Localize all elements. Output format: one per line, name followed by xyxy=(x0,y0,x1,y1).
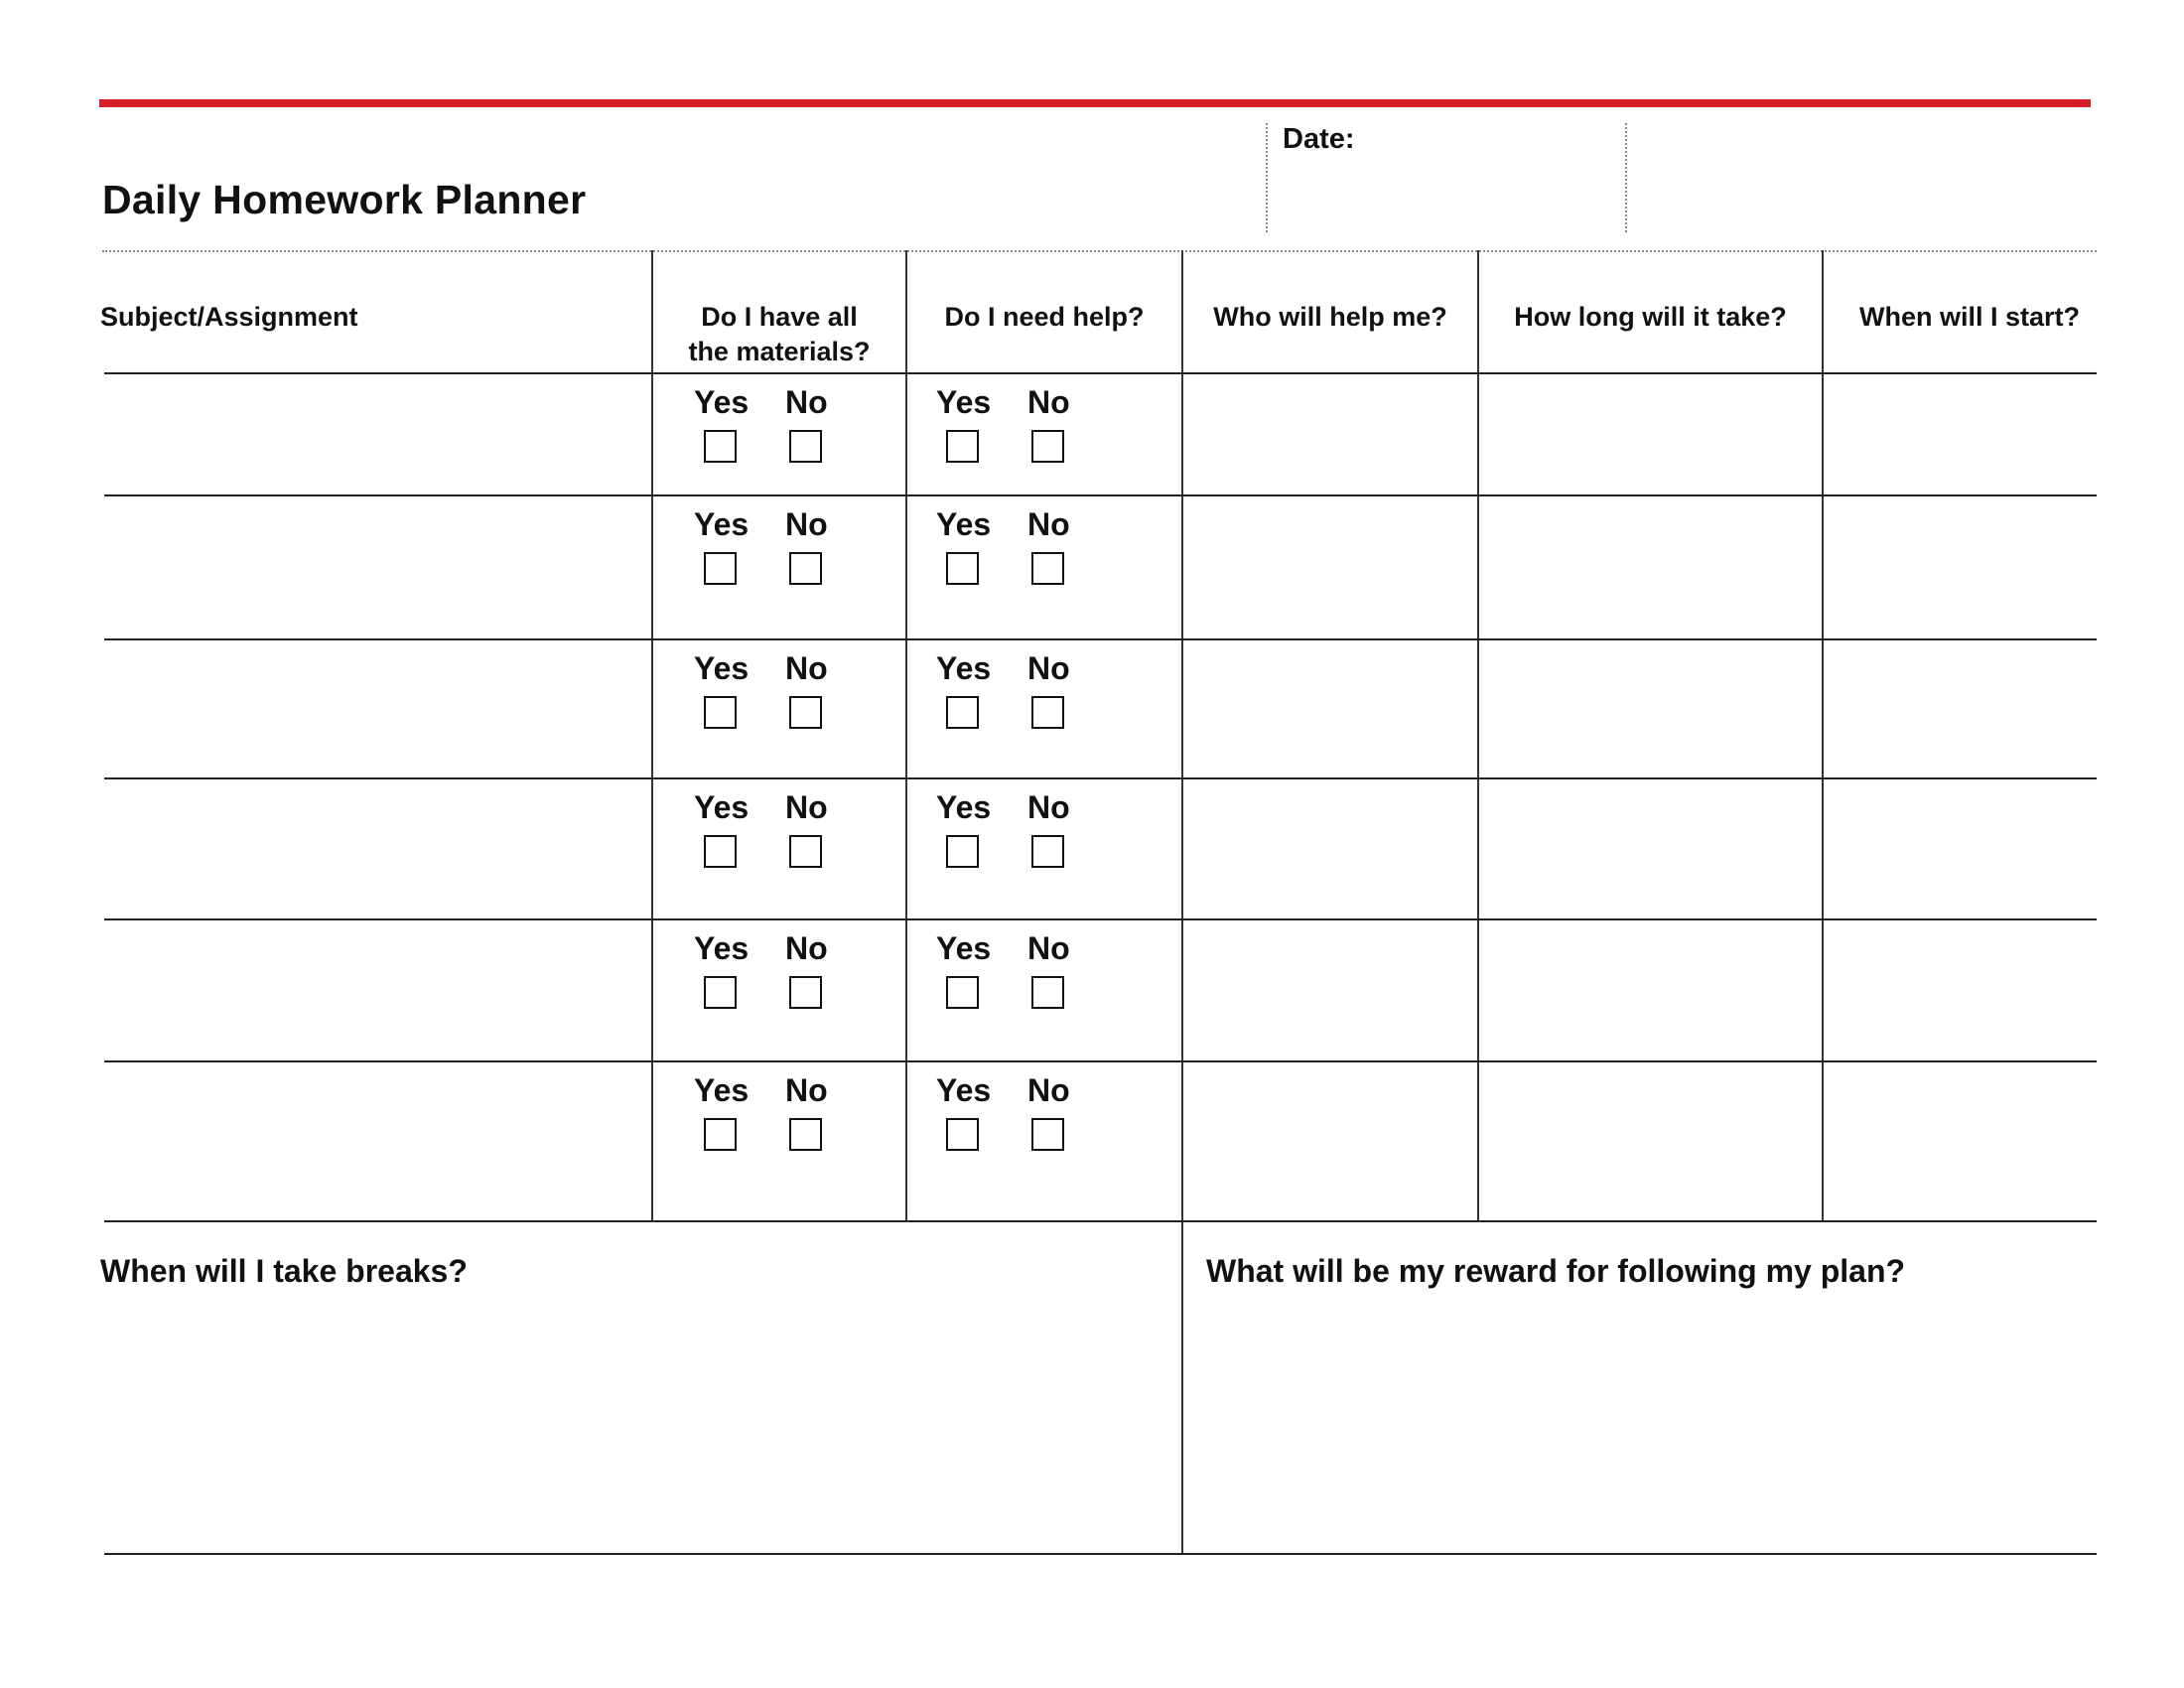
table-bottom-rule xyxy=(104,1220,2097,1222)
materials-no-checkbox[interactable] xyxy=(789,1118,822,1151)
materials-yes-checkbox[interactable] xyxy=(704,696,737,729)
header-accent-bar xyxy=(99,99,2091,107)
when-start-cell[interactable] xyxy=(1824,638,2095,777)
footer-bottom-rule xyxy=(104,1553,2097,1555)
need-help-yes-checkbox[interactable] xyxy=(946,696,979,729)
how-long-cell[interactable] xyxy=(1479,494,1820,638)
breaks-answer-area[interactable] xyxy=(104,1301,1176,1549)
materials-yes-checkbox[interactable] xyxy=(704,835,737,868)
need-help-no-label: No xyxy=(1027,1072,1070,1108)
reward-answer-area[interactable] xyxy=(1186,1301,2095,1549)
materials-no-label: No xyxy=(785,650,828,686)
how-long-cell[interactable] xyxy=(1479,372,1820,494)
when-start-cell[interactable] xyxy=(1824,494,2095,638)
need-help-no-label: No xyxy=(1027,384,1070,420)
who-will-help-cell[interactable] xyxy=(1183,918,1475,1060)
need-help-yes-label: Yes xyxy=(936,384,992,420)
materials-no-checkbox[interactable] xyxy=(789,552,822,585)
need-help-no-checkbox[interactable] xyxy=(1031,552,1064,585)
who-will-help-cell[interactable] xyxy=(1183,638,1475,777)
subject-assignment-cell[interactable] xyxy=(105,918,649,1060)
subject-assignment-cell[interactable] xyxy=(105,777,649,918)
materials-yes-checkbox[interactable] xyxy=(704,976,737,1009)
header-subject: Subject/Assignment xyxy=(100,302,358,332)
subject-assignment-cell[interactable] xyxy=(105,372,649,494)
date-label: Date: xyxy=(1283,123,1355,155)
when-start-cell[interactable] xyxy=(1824,918,2095,1060)
materials-no-checkbox[interactable] xyxy=(789,430,822,463)
header-materials xyxy=(652,300,906,369)
materials-yes-checkbox[interactable] xyxy=(704,430,737,463)
need-help-no-label: No xyxy=(1027,789,1070,825)
materials-no-checkbox[interactable] xyxy=(789,976,822,1009)
need-help-no-checkbox[interactable] xyxy=(1031,696,1064,729)
materials-yes-label: Yes xyxy=(694,1072,750,1108)
need-help-yes-label: Yes xyxy=(936,650,992,686)
subject-assignment-cell[interactable] xyxy=(105,1060,649,1220)
when-start-cell[interactable] xyxy=(1824,372,2095,494)
materials-no-label: No xyxy=(785,1072,828,1108)
materials-no-label: No xyxy=(785,506,828,542)
materials-no-checkbox[interactable] xyxy=(789,696,822,729)
who-will-help-cell[interactable] xyxy=(1183,372,1475,494)
need-help-no-checkbox[interactable] xyxy=(1031,976,1064,1009)
need-help-yes-checkbox[interactable] xyxy=(946,1118,979,1151)
materials-yes-label: Yes xyxy=(694,930,750,966)
need-help-yes-label: Yes xyxy=(936,930,992,966)
who-will-help-cell[interactable] xyxy=(1183,1060,1475,1220)
materials-yes-checkbox[interactable] xyxy=(704,552,737,585)
need-help-no-label: No xyxy=(1027,506,1070,542)
header-need-help: Do I need help? xyxy=(944,302,1145,332)
need-help-yes-checkbox[interactable] xyxy=(946,430,979,463)
need-help-no-checkbox[interactable] xyxy=(1031,430,1064,463)
date-divider-left xyxy=(1266,123,1268,232)
when-start-cell[interactable] xyxy=(1824,777,2095,918)
materials-yes-label: Yes xyxy=(694,506,750,542)
header-dotted-rule xyxy=(102,250,2097,252)
how-long-cell[interactable] xyxy=(1479,1060,1820,1220)
materials-no-label: No xyxy=(785,789,828,825)
materials-yes-label: Yes xyxy=(694,789,750,825)
need-help-no-label: No xyxy=(1027,650,1070,686)
breaks-question: When will I take breaks? xyxy=(100,1253,468,1289)
subject-assignment-cell[interactable] xyxy=(105,638,649,777)
subject-assignment-cell[interactable] xyxy=(105,494,649,638)
who-will-help-cell[interactable] xyxy=(1183,777,1475,918)
how-long-cell[interactable] xyxy=(1479,638,1820,777)
column-divider-2 xyxy=(905,250,907,1221)
header-when-start: When will I start? xyxy=(1858,302,2080,332)
materials-no-checkbox[interactable] xyxy=(789,835,822,868)
need-help-yes-checkbox[interactable] xyxy=(946,835,979,868)
how-long-cell[interactable] xyxy=(1479,918,1820,1060)
materials-yes-label: Yes xyxy=(694,384,750,420)
date-field[interactable] xyxy=(1271,159,1618,228)
header-how-long: How long will it take? xyxy=(1514,302,1787,332)
need-help-yes-label: Yes xyxy=(936,789,992,825)
need-help-yes-checkbox[interactable] xyxy=(946,976,979,1009)
when-start-cell[interactable] xyxy=(1824,1060,2095,1220)
page-title: Daily Homework Planner xyxy=(102,177,587,222)
need-help-yes-label: Yes xyxy=(936,506,992,542)
header-materials-line1: Do I have all xyxy=(701,302,858,332)
header-who-help: Who will help me? xyxy=(1213,302,1447,332)
reward-question: What will be my reward for following my plan? xyxy=(1206,1253,1906,1289)
need-help-yes-label: Yes xyxy=(936,1072,992,1108)
header-materials-line2: the materials? xyxy=(688,337,871,366)
materials-no-label: No xyxy=(785,384,828,420)
need-help-no-label: No xyxy=(1027,930,1070,966)
date-divider-right xyxy=(1625,123,1627,232)
need-help-no-checkbox[interactable] xyxy=(1031,1118,1064,1151)
materials-yes-label: Yes xyxy=(694,650,750,686)
column-divider-1 xyxy=(651,250,653,1221)
materials-no-label: No xyxy=(785,930,828,966)
who-will-help-cell[interactable] xyxy=(1183,494,1475,638)
materials-yes-checkbox[interactable] xyxy=(704,1118,737,1151)
need-help-no-checkbox[interactable] xyxy=(1031,835,1064,868)
need-help-yes-checkbox[interactable] xyxy=(946,552,979,585)
how-long-cell[interactable] xyxy=(1479,777,1820,918)
